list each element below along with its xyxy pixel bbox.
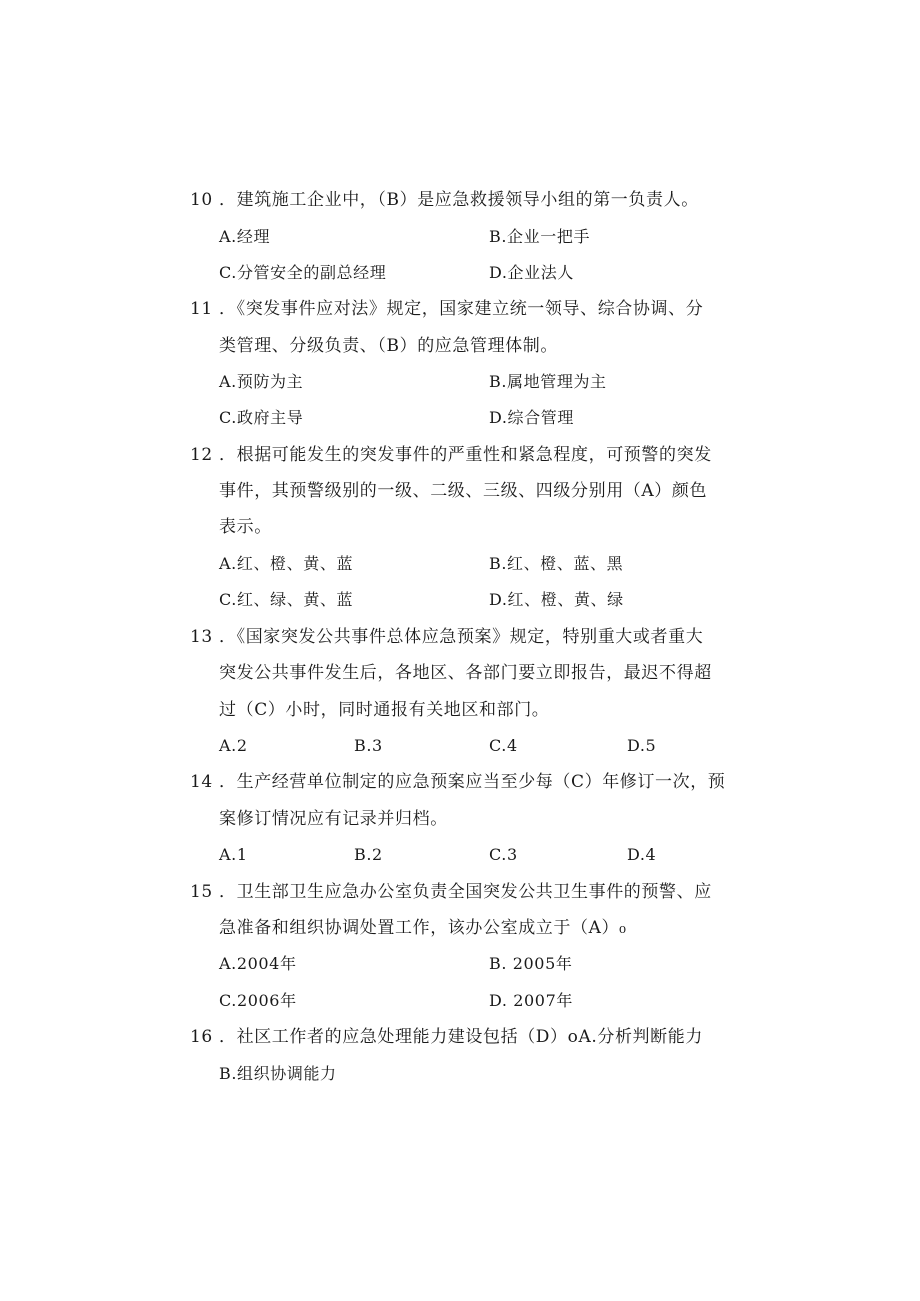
question-11-option-d: D.综合管理 xyxy=(489,408,574,427)
question-10-option-c: C.分管安全的副总经理 xyxy=(219,263,387,282)
question-11-number: 11 xyxy=(190,299,213,319)
question-11-line-1: ．《突发事件应对法》规定，国家建立统一领导、综合协调、分 xyxy=(219,299,704,319)
question-11-option-a: A.预防为主 xyxy=(219,372,304,391)
question-13-option-b: B.3 xyxy=(354,736,383,755)
question-14-option-b: B.2 xyxy=(354,845,383,864)
question-15-line-1: ．卫生部卫生应急办公室负责全国突发公共卫生事件的预警、应 xyxy=(219,882,712,902)
question-15-line-2: 急准备和组织协调处置工作，该办公室成立于（A）₀ xyxy=(219,918,627,938)
question-15-option-d: D. 2007年 xyxy=(489,991,573,1010)
question-13-option-a: A.2 xyxy=(219,736,248,755)
question-11-option-b: B.属地管理为主 xyxy=(489,372,607,391)
question-13-line-1: ．《国家突发公共事件总体应急预案》规定，特别重大或者重大 xyxy=(219,627,704,647)
question-12-option-d: D.红、橙、黄、绿 xyxy=(489,590,624,609)
question-10-option-b: B.企业一把手 xyxy=(489,227,591,246)
question-14-number: 14 xyxy=(190,772,213,792)
question-15-option-a: A.2004年 xyxy=(219,954,297,973)
question-12-line-3: 表示。 xyxy=(219,517,272,537)
question-15-option-c: C.2006年 xyxy=(219,991,297,1010)
question-13-line-2: 突发公共事件发生后，各地区、各部门要立即报告，最迟不得超 xyxy=(219,663,712,683)
question-14-option-d: D.4 xyxy=(627,845,657,864)
question-12-number: 12 xyxy=(190,445,213,465)
question-12-option-c: C.红、绿、黄、蓝 xyxy=(219,590,354,609)
question-12-option-b: B.红、橙、蓝、黑 xyxy=(489,554,624,573)
question-13-number: 13 xyxy=(190,627,213,647)
question-13-option-d: D.5 xyxy=(627,736,657,755)
question-10-line-1: ．建筑施工企业中，（B）是应急救援领导小组的第一负责人。 xyxy=(219,190,699,210)
question-13-option-c: C.4 xyxy=(489,736,518,755)
question-12-option-a: A.红、橙、黄、蓝 xyxy=(219,554,354,573)
question-14-option-a: A.1 xyxy=(219,845,248,864)
question-16-line-2: B.组织协调能力 xyxy=(219,1064,337,1083)
question-11-option-c: C.政府主导 xyxy=(219,408,304,427)
question-15-option-b: B. 2005年 xyxy=(489,954,573,973)
question-15-number: 15 xyxy=(190,882,213,902)
question-16-number: 16 xyxy=(190,1027,213,1047)
question-12-line-2: 事件，其预警级别的一级、二级、三级、四级分别用（A）颜色 xyxy=(219,481,708,501)
question-16-line-1: ．社区工作者的应急处理能力建设包括（D）oA.分析判断能力 xyxy=(219,1027,703,1047)
question-13-line-3: 过（C）小时，同时通报有关地区和部门。 xyxy=(219,700,550,720)
question-11-line-2: 类管理、分级负责、（B）的应急管理体制。 xyxy=(219,336,558,356)
question-10-option-d: D.企业法人 xyxy=(489,263,574,282)
question-12-line-1: ．根据可能发生的突发事件的严重性和紧急程度，可预警的突发 xyxy=(219,445,712,465)
question-14-line-1: ．生产经营单位制定的应急预案应当至少每（C）年修订一次，预 xyxy=(219,772,726,792)
question-14-option-c: C.3 xyxy=(489,845,518,864)
question-10-number: 10 xyxy=(190,190,213,210)
question-14-line-2: 案修订情况应有记录并归档。 xyxy=(219,809,448,829)
question-10-option-a: A.经理 xyxy=(219,227,271,246)
